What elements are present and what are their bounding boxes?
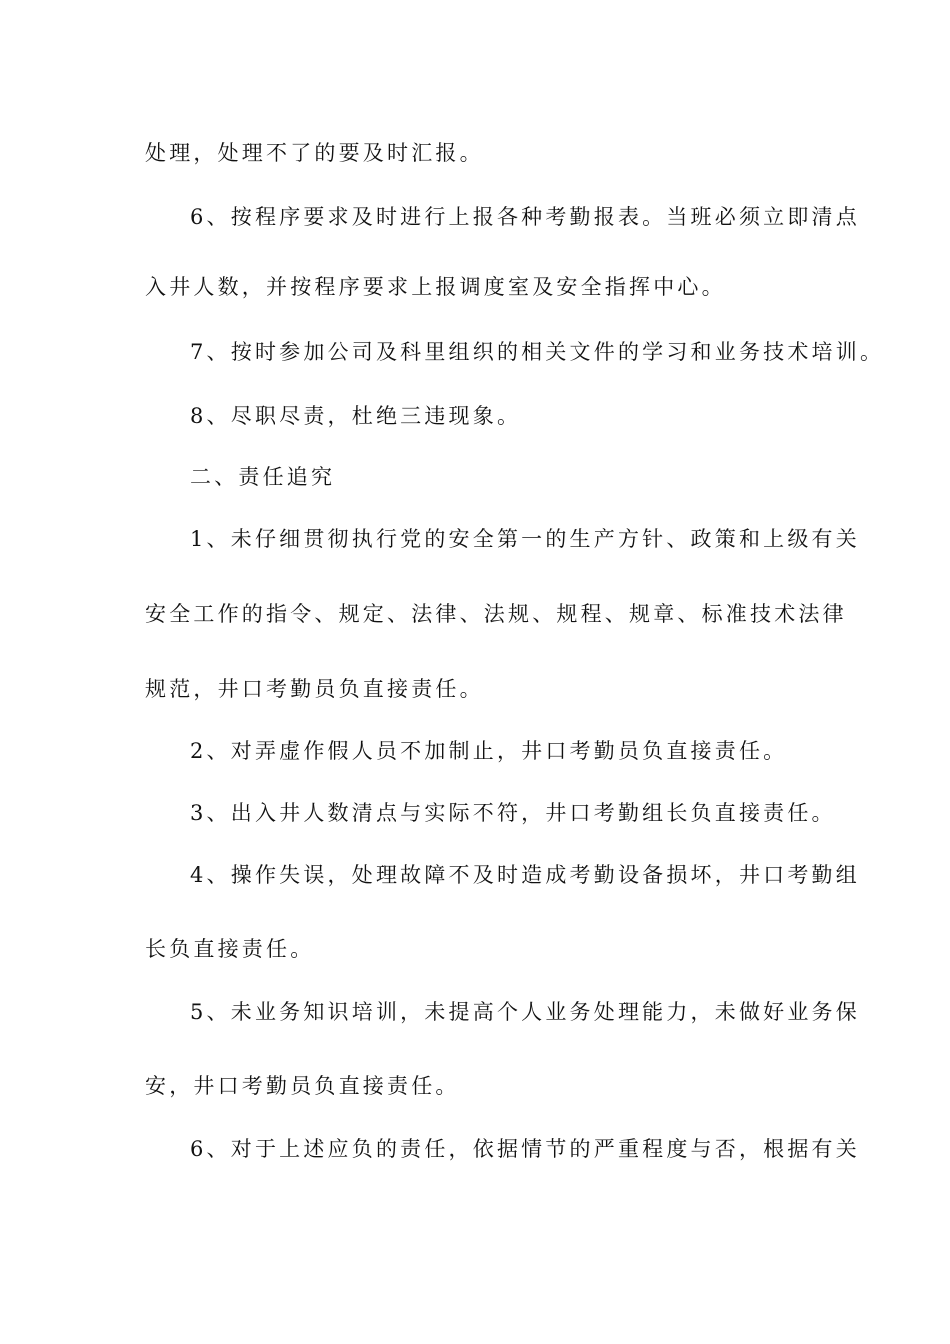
text-line: 6、按程序要求及时进行上报各种考勤报表。当班必须立即清点 <box>190 205 860 229</box>
text-line: 7、按时参加公司及科里组织的相关文件的学习和业务技术培训。 <box>190 340 885 364</box>
section-heading: 二、责任追究 <box>190 465 336 489</box>
text-line: 入井人数，并按程序要求上报调度室及安全指挥中心。 <box>145 275 726 299</box>
text-line: 3、出入井人数清点与实际不符，井口考勤组长负直接责任。 <box>190 801 836 825</box>
text-line: 处理，处理不了的要及时汇报。 <box>145 141 484 165</box>
text-line: 安，井口考勤员负直接责任。 <box>145 1074 460 1098</box>
text-line: 2、对弄虚作假人员不加制止，井口考勤员负直接责任。 <box>190 739 788 763</box>
text-line: 5、未业务知识培训，未提高个人业务处理能力，未做好业务保 <box>190 1000 860 1024</box>
text-line: 1、未仔细贯彻执行党的安全第一的生产方针、政策和上级有关 <box>190 527 860 551</box>
text-line: 6、对于上述应负的责任，依据情节的严重程度与否，根据有关 <box>190 1137 860 1161</box>
text-line: 规范，井口考勤员负直接责任。 <box>145 677 484 701</box>
text-line: 4、操作失误，处理故障不及时造成考勤设备损坏，井口考勤组 <box>190 863 860 887</box>
text-line: 8、尽职尽责，杜绝三违现象。 <box>190 404 522 428</box>
text-line: 长负直接责任。 <box>145 937 315 961</box>
text-line: 安全工作的指令、规定、法律、法规、规程、规章、标准技术法律 <box>145 602 847 626</box>
